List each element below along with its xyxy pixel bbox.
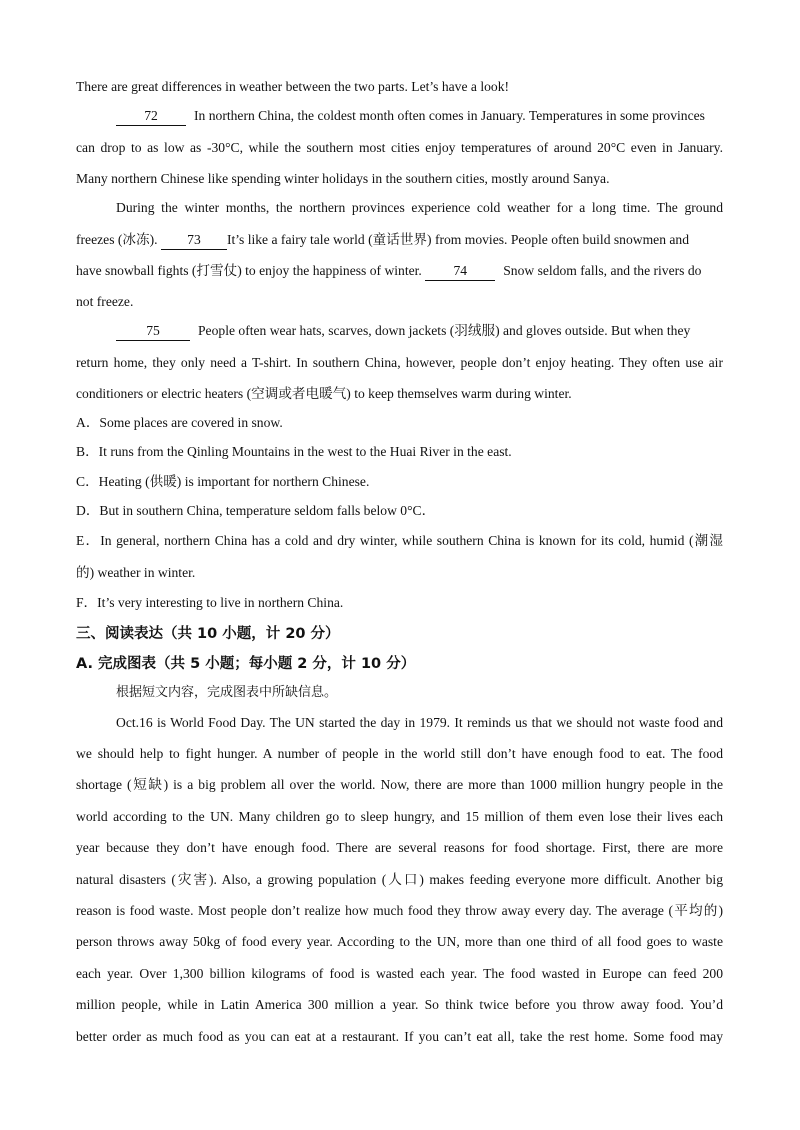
option-f: F．It’s very interesting to live in northern China. [76,595,344,610]
paragraph-73-line-3 [76,261,723,281]
passage-line-10: million people, while in Latin America 300 million a year. So think twice before you throw away food. You’d [76,997,723,1012]
paragraph-73-line-4: not freeze. [76,294,134,309]
paragraph-75-text: People often wear hats, scarves, down jackets (羽绒服) and gloves outside. But when they [198,323,691,338]
paragraph-73-text-b: It’s like a fairy tale world (童话世界) from movies. People often build snowmen and [226,232,690,247]
blank-73[interactable]: 73 [161,232,227,250]
paragraph-72-line-2: can drop to as low as -30°C, while the southern most cities enjoy temperatures of around 20°C even in January. [76,140,723,155]
option-d: D．But in southern China, temperature seldom falls below 0°C． [76,503,436,518]
option-e-line-2: 的) weather in winter. [76,565,196,580]
paragraph-75-line-2: return home, they only need a T-shirt. In southern China, however, people don’t enjoy heating. They often use air [76,355,723,370]
paragraph-72-line-3: Many northern Chinese like spending winter holidays in the southern cities, mostly around Sanya. [76,171,610,186]
passage-line-1: Oct.16 is World Food Day. The UN started the day in 1979. It reminds us that we should not waste food and [116,715,723,730]
paragraph-73-text-a: freezes (冰冻). [76,232,158,247]
passage-line-3: shortage (短缺) is a big problem all over the world. Now, there are more than 1000 million hungry people in the [76,777,723,792]
instruction: 根据短文内容，完成图表中所缺信息。 [116,685,338,700]
paragraph-72-line-1 [116,106,723,126]
paragraph-74-text-a: have snowball fights (打雪仗) to enjoy the happiness of winter. [76,263,422,278]
passage-line-4: world according to the UN. Many children go to sleep hungry, and 15 million of them even lose their lives each [76,809,723,824]
passage-line-8: person throws away 50kg of food every year. According to the UN, more than one third of all food goes to waste [76,934,723,949]
blank-75[interactable]: 75 [116,323,190,341]
blank-74[interactable]: 74 [425,263,495,281]
paragraph-73-line-2 [76,230,723,250]
passage-line-6: natural disasters (灾害). Also, a growing population (人口) makes feeding everyone more difficult. Another big [76,872,723,887]
passage-line-5: year because they don’t have enough food. There are several reasons for food shortage. First, there are more [76,840,723,855]
passage-line-9: each year. Over 1,300 billion kilograms of food is wasted each year. The food wasted in Europe can feed 200 [76,966,723,981]
passage-line-11: better order as much food as you can eat at a restaurant. If you can’t eat all, take the rest home. Some food may [76,1029,723,1044]
section-a-heading: A. 完成图表（共 5 小题；每小题 2 分，计 10 分） [76,656,416,672]
paragraph-73-line-1: During the winter months, the northern provinces experience cold weather for a long time. The ground [116,200,723,215]
paragraph-72-text: In northern China, the coldest month often comes in January. Temperatures in some provinces [194,108,705,123]
intro-line: There are great differences in weather between the two parts. Let’s have a look! [76,79,510,94]
passage-line-2: we should help to fight hunger. A number of people in the world still don’t have enough food to eat. The food [76,746,723,761]
option-e-line-1: E．In general, northern China has a cold and dry winter, while southern China is known for its cold, humid (潮湿 [76,533,723,548]
paragraph-75-line-3: conditioners or electric heaters (空调或者电暖气) to keep themselves warm during winter. [76,386,572,401]
blank-72[interactable]: 72 [116,108,186,126]
option-c: C．Heating (供暖) is important for northern Chinese. [76,474,370,489]
paragraph-74-text-b: Snow seldom falls, and the rivers do [503,263,702,278]
option-a: A．Some places are covered in snow. [76,415,283,430]
option-b: B．It runs from the Qinling Mountains in the west to the Huai River in the east. [76,444,512,459]
section-3-heading: 三、阅读表达（共 10 小题，计 20 分） [76,626,340,642]
paragraph-75-line-1 [116,321,723,341]
passage-line-7: reason is food waste. Most people don’t realize how much food they throw away every day. The average (平均的) [76,903,723,918]
